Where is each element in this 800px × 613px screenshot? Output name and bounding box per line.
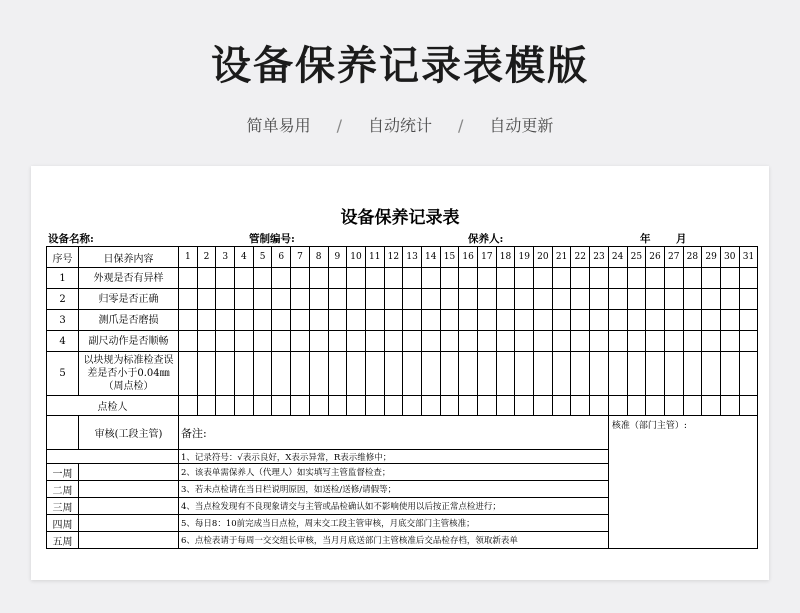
check-cell[interactable] — [272, 310, 291, 331]
check-cell[interactable] — [627, 352, 646, 396]
check-cell[interactable] — [496, 331, 515, 352]
check-cell[interactable] — [702, 310, 721, 331]
check-cell[interactable] — [664, 289, 683, 310]
week-label: 三周 — [47, 498, 79, 515]
inspector-cell[interactable] — [646, 396, 665, 416]
check-cell[interactable] — [683, 268, 702, 289]
check-cell[interactable] — [478, 289, 497, 310]
check-cell[interactable] — [421, 289, 440, 310]
check-cell[interactable] — [440, 289, 459, 310]
seq-header: 序号 — [47, 247, 79, 268]
check-cell[interactable] — [702, 331, 721, 352]
week-review-cell[interactable] — [79, 532, 179, 549]
inspector-cell[interactable] — [235, 396, 254, 416]
check-cell[interactable] — [216, 268, 235, 289]
item-number: 1 — [47, 268, 79, 289]
check-cell[interactable] — [421, 268, 440, 289]
inspector-cell[interactable] — [571, 396, 590, 416]
check-cell[interactable] — [515, 352, 534, 396]
check-cell[interactable] — [702, 352, 721, 396]
check-cell[interactable] — [272, 331, 291, 352]
check-cell[interactable] — [403, 352, 422, 396]
review-label: 审核(工段主管) — [79, 416, 179, 450]
check-cell[interactable] — [608, 310, 627, 331]
check-cell[interactable] — [534, 310, 553, 331]
subtitle-separator: / — [458, 116, 464, 135]
check-cell[interactable] — [328, 310, 347, 331]
check-cell[interactable] — [552, 352, 571, 396]
day-header: 8 — [309, 247, 328, 268]
check-cell[interactable] — [309, 289, 328, 310]
check-cell[interactable] — [683, 310, 702, 331]
inspector-cell[interactable] — [291, 396, 310, 416]
item-content: 副尺动作是否顺畅 — [79, 331, 179, 352]
check-cell[interactable] — [552, 331, 571, 352]
page-subtitle — [0, 113, 800, 136]
inspector-cell[interactable] — [459, 396, 478, 416]
inspector-cell[interactable] — [496, 396, 515, 416]
item-number: 5 — [47, 352, 79, 396]
check-cell[interactable] — [365, 289, 384, 310]
check-cell[interactable] — [365, 268, 384, 289]
check-cell[interactable] — [627, 268, 646, 289]
check-cell[interactable] — [720, 331, 739, 352]
check-cell[interactable] — [440, 268, 459, 289]
week-review-cell[interactable] — [79, 515, 179, 532]
note-text: 3、若未点检请在当日栏说明原因，如送检/送修/请假等； — [179, 481, 609, 498]
week-label: 一周 — [47, 464, 79, 481]
check-cell[interactable] — [216, 289, 235, 310]
inspector-cell[interactable] — [328, 396, 347, 416]
inspector-cell[interactable] — [421, 396, 440, 416]
check-cell[interactable] — [646, 289, 665, 310]
check-cell[interactable] — [590, 289, 609, 310]
check-cell[interactable] — [197, 289, 216, 310]
inspector-cell[interactable] — [179, 396, 198, 416]
inspector-cell[interactable] — [683, 396, 702, 416]
day-header: 21 — [552, 247, 571, 268]
day-header: 4 — [235, 247, 254, 268]
check-cell[interactable] — [253, 268, 272, 289]
year-label: 年 — [640, 233, 651, 245]
check-cell[interactable] — [646, 268, 665, 289]
day-header: 13 — [403, 247, 422, 268]
check-cell[interactable] — [384, 310, 403, 331]
check-cell[interactable] — [365, 331, 384, 352]
check-cell[interactable] — [571, 331, 590, 352]
check-cell[interactable] — [328, 352, 347, 396]
check-cell[interactable] — [590, 331, 609, 352]
check-cell[interactable] — [534, 331, 553, 352]
note-text: 2、该表单需保养人（代理人）如实填写主管监督检查； — [179, 464, 609, 481]
check-cell[interactable] — [664, 352, 683, 396]
check-cell[interactable] — [328, 289, 347, 310]
check-cell[interactable] — [309, 352, 328, 396]
inspector-cell[interactable] — [534, 396, 553, 416]
review-blank — [47, 416, 79, 450]
check-cell[interactable] — [627, 310, 646, 331]
inspector-cell[interactable] — [365, 396, 384, 416]
check-cell[interactable] — [253, 352, 272, 396]
check-cell[interactable] — [179, 310, 198, 331]
check-cell[interactable] — [440, 352, 459, 396]
day-header: 28 — [683, 247, 702, 268]
check-cell[interactable] — [197, 352, 216, 396]
day-header: 17 — [478, 247, 497, 268]
check-cell[interactable] — [421, 310, 440, 331]
day-header: 31 — [739, 247, 758, 268]
check-cell[interactable] — [608, 352, 627, 396]
inspector-cell[interactable] — [608, 396, 627, 416]
check-cell[interactable] — [552, 310, 571, 331]
check-cell[interactable] — [272, 352, 291, 396]
check-cell[interactable] — [179, 268, 198, 289]
inspector-cell[interactable] — [552, 396, 571, 416]
check-cell[interactable] — [421, 331, 440, 352]
check-cell[interactable] — [403, 289, 422, 310]
check-cell[interactable] — [515, 268, 534, 289]
day-header: 7 — [291, 247, 310, 268]
check-cell[interactable] — [608, 268, 627, 289]
check-cell[interactable] — [552, 289, 571, 310]
inspector-cell[interactable] — [384, 396, 403, 416]
content-header: 日保养内容 — [79, 247, 179, 268]
check-cell[interactable] — [683, 352, 702, 396]
check-cell[interactable] — [291, 352, 310, 396]
check-cell[interactable] — [309, 268, 328, 289]
check-cell[interactable] — [459, 289, 478, 310]
sheet-title: 设备保养记录表 — [340, 208, 460, 228]
device-name-label: 设备名称: — [48, 233, 94, 245]
check-cell[interactable] — [384, 289, 403, 310]
check-cell[interactable] — [253, 331, 272, 352]
check-cell[interactable] — [534, 289, 553, 310]
check-cell[interactable] — [421, 352, 440, 396]
item-content: 以块规为标准检查误差是否小于0.04㎜（周点检） — [79, 352, 179, 396]
item-content: 归零是否正确 — [79, 289, 179, 310]
day-header: 5 — [253, 247, 272, 268]
check-cell[interactable] — [459, 310, 478, 331]
check-cell[interactable] — [459, 331, 478, 352]
day-header: 23 — [590, 247, 609, 268]
item-number: 4 — [47, 331, 79, 352]
check-cell[interactable] — [496, 352, 515, 396]
note-text: 6、点检表请于每周一交交组长审核，当月月底送部门主管核准后交品检存档，领取新表单 — [179, 532, 609, 549]
check-cell[interactable] — [664, 331, 683, 352]
check-cell[interactable] — [515, 289, 534, 310]
check-cell[interactable] — [272, 268, 291, 289]
table-row — [47, 289, 758, 310]
check-cell[interactable] — [683, 289, 702, 310]
check-cell[interactable] — [478, 310, 497, 331]
check-cell[interactable] — [235, 331, 254, 352]
check-cell[interactable] — [347, 310, 366, 331]
check-cell[interactable] — [552, 268, 571, 289]
day-header: 15 — [440, 247, 459, 268]
item-content: 测爪是否磨损 — [79, 310, 179, 331]
check-cell[interactable] — [459, 352, 478, 396]
week-review-cell[interactable] — [79, 498, 179, 515]
inspector-cell[interactable] — [590, 396, 609, 416]
record-sheet-card — [31, 166, 769, 580]
day-header: 30 — [720, 247, 739, 268]
check-cell[interactable] — [720, 352, 739, 396]
item-number: 2 — [47, 289, 79, 310]
check-cell[interactable] — [291, 310, 310, 331]
item-content: 外观是否有异样 — [79, 268, 179, 289]
check-cell[interactable] — [403, 268, 422, 289]
check-cell[interactable] — [309, 310, 328, 331]
check-cell[interactable] — [459, 268, 478, 289]
table-row — [47, 268, 758, 289]
week-blank — [47, 450, 179, 464]
check-cell[interactable] — [571, 352, 590, 396]
check-cell[interactable] — [197, 331, 216, 352]
check-cell[interactable] — [403, 310, 422, 331]
check-cell[interactable] — [627, 331, 646, 352]
check-cell[interactable] — [608, 331, 627, 352]
check-cell[interactable] — [720, 289, 739, 310]
check-cell[interactable] — [534, 352, 553, 396]
inspector-cell[interactable] — [702, 396, 721, 416]
item-number: 3 — [47, 310, 79, 331]
check-cell[interactable] — [720, 310, 739, 331]
inspector-cell[interactable] — [720, 396, 739, 416]
check-cell[interactable] — [664, 310, 683, 331]
day-header: 6 — [272, 247, 291, 268]
approve-box[interactable]: 核准（部门主管）: — [608, 416, 758, 549]
notes-label: 备注: — [179, 416, 609, 450]
check-cell[interactable] — [702, 268, 721, 289]
check-cell[interactable] — [179, 352, 198, 396]
check-cell[interactable] — [347, 289, 366, 310]
check-cell[interactable] — [253, 310, 272, 331]
maintenance-record-table — [46, 246, 758, 549]
check-cell[interactable] — [235, 268, 254, 289]
inspector-cell[interactable] — [403, 396, 422, 416]
check-cell[interactable] — [646, 331, 665, 352]
month-label: 月 — [676, 233, 687, 245]
subtitle-separator: / — [336, 116, 342, 135]
check-cell[interactable] — [478, 352, 497, 396]
inspector-cell[interactable] — [272, 396, 291, 416]
check-cell[interactable] — [384, 331, 403, 352]
check-cell[interactable] — [235, 310, 254, 331]
check-cell[interactable] — [216, 310, 235, 331]
check-cell[interactable] — [590, 352, 609, 396]
inspector-cell[interactable] — [309, 396, 328, 416]
day-header: 24 — [608, 247, 627, 268]
inspector-cell[interactable] — [627, 396, 646, 416]
inspector-cell[interactable] — [739, 396, 758, 416]
day-header: 2 — [197, 247, 216, 268]
check-cell[interactable] — [590, 268, 609, 289]
check-cell[interactable] — [534, 268, 553, 289]
check-cell[interactable] — [571, 310, 590, 331]
day-header: 16 — [459, 247, 478, 268]
check-cell[interactable] — [739, 331, 758, 352]
check-cell[interactable] — [309, 331, 328, 352]
day-header: 18 — [496, 247, 515, 268]
check-cell[interactable] — [235, 289, 254, 310]
day-header: 25 — [627, 247, 646, 268]
inspector-cell[interactable] — [216, 396, 235, 416]
check-cell[interactable] — [272, 289, 291, 310]
check-cell[interactable] — [590, 310, 609, 331]
day-header: 19 — [515, 247, 534, 268]
check-cell[interactable] — [347, 331, 366, 352]
check-cell[interactable] — [179, 289, 198, 310]
day-header: 29 — [702, 247, 721, 268]
check-cell[interactable] — [496, 310, 515, 331]
check-cell[interactable] — [291, 289, 310, 310]
check-cell[interactable] — [496, 289, 515, 310]
day-header: 26 — [646, 247, 665, 268]
day-header: 11 — [365, 247, 384, 268]
table-row — [47, 331, 758, 352]
day-header: 27 — [664, 247, 683, 268]
check-cell[interactable] — [664, 268, 683, 289]
week-review-cell[interactable] — [79, 464, 179, 481]
inspector-cell[interactable] — [440, 396, 459, 416]
inspector-cell[interactable] — [347, 396, 366, 416]
check-cell[interactable] — [608, 289, 627, 310]
subtitle-item: 简单易用 — [246, 116, 311, 135]
check-cell[interactable] — [478, 268, 497, 289]
check-cell[interactable] — [253, 289, 272, 310]
check-cell[interactable] — [496, 268, 515, 289]
check-cell[interactable] — [515, 310, 534, 331]
check-cell[interactable] — [739, 352, 758, 396]
check-cell[interactable] — [365, 352, 384, 396]
check-cell[interactable] — [347, 268, 366, 289]
check-cell[interactable] — [291, 331, 310, 352]
note-text: 5、每日8：10前完成当日点检，周末交工段主管审核，月底交部门主管核准； — [179, 515, 609, 532]
day-header: 1 — [179, 247, 198, 268]
check-cell[interactable] — [216, 352, 235, 396]
day-header: 20 — [534, 247, 553, 268]
review-row — [47, 416, 758, 450]
table-row — [47, 310, 758, 331]
subtitle-item: 自动统计 — [367, 116, 432, 135]
inspector-row — [47, 396, 758, 416]
check-cell[interactable] — [571, 289, 590, 310]
keeper-label: 保养人: — [468, 233, 504, 245]
inspector-cell[interactable] — [253, 396, 272, 416]
check-cell[interactable] — [291, 268, 310, 289]
week-review-cell[interactable] — [79, 481, 179, 498]
check-cell[interactable] — [739, 268, 758, 289]
check-cell[interactable] — [571, 268, 590, 289]
week-label: 四周 — [47, 515, 79, 532]
check-cell[interactable] — [216, 331, 235, 352]
check-cell[interactable] — [646, 352, 665, 396]
check-cell[interactable] — [515, 331, 534, 352]
check-cell[interactable] — [384, 268, 403, 289]
day-header: 14 — [421, 247, 440, 268]
note-text: 4、当点检发现有不良现象请交与主管或品检确认如不影响使用以后按正常点检进行； — [179, 498, 609, 515]
check-cell[interactable] — [179, 331, 198, 352]
table-header-row — [47, 247, 758, 268]
check-cell[interactable] — [403, 331, 422, 352]
subtitle-item: 自动更新 — [489, 116, 554, 135]
check-cell[interactable] — [365, 310, 384, 331]
check-cell[interactable] — [328, 268, 347, 289]
check-cell[interactable] — [440, 331, 459, 352]
inspector-cell[interactable] — [515, 396, 534, 416]
check-cell[interactable] — [347, 352, 366, 396]
control-code-label: 管制编号: — [249, 233, 295, 245]
check-cell[interactable] — [235, 352, 254, 396]
check-cell[interactable] — [440, 310, 459, 331]
check-cell[interactable] — [646, 310, 665, 331]
check-cell[interactable] — [627, 289, 646, 310]
check-cell[interactable] — [197, 310, 216, 331]
inspector-label: 点检人 — [47, 396, 179, 416]
page-title: 设备保养记录表模版 — [211, 43, 589, 89]
inspector-cell[interactable] — [478, 396, 497, 416]
check-cell[interactable] — [720, 268, 739, 289]
day-header: 10 — [347, 247, 366, 268]
day-header: 3 — [216, 247, 235, 268]
day-header: 22 — [571, 247, 590, 268]
inspector-cell[interactable] — [197, 396, 216, 416]
check-cell[interactable] — [702, 289, 721, 310]
check-cell[interactable] — [683, 331, 702, 352]
check-cell[interactable] — [478, 331, 497, 352]
week-label: 五周 — [47, 532, 79, 549]
check-cell[interactable] — [328, 331, 347, 352]
week-label: 二周 — [47, 481, 79, 498]
check-cell[interactable] — [739, 310, 758, 331]
day-header: 12 — [384, 247, 403, 268]
inspector-cell[interactable] — [664, 396, 683, 416]
day-header: 9 — [328, 247, 347, 268]
check-cell[interactable] — [739, 289, 758, 310]
check-cell[interactable] — [197, 268, 216, 289]
table-row — [47, 352, 758, 396]
check-cell[interactable] — [384, 352, 403, 396]
note-text: 1、记录符号：√表示良好，X表示异常，R表示维修中； — [179, 450, 609, 464]
